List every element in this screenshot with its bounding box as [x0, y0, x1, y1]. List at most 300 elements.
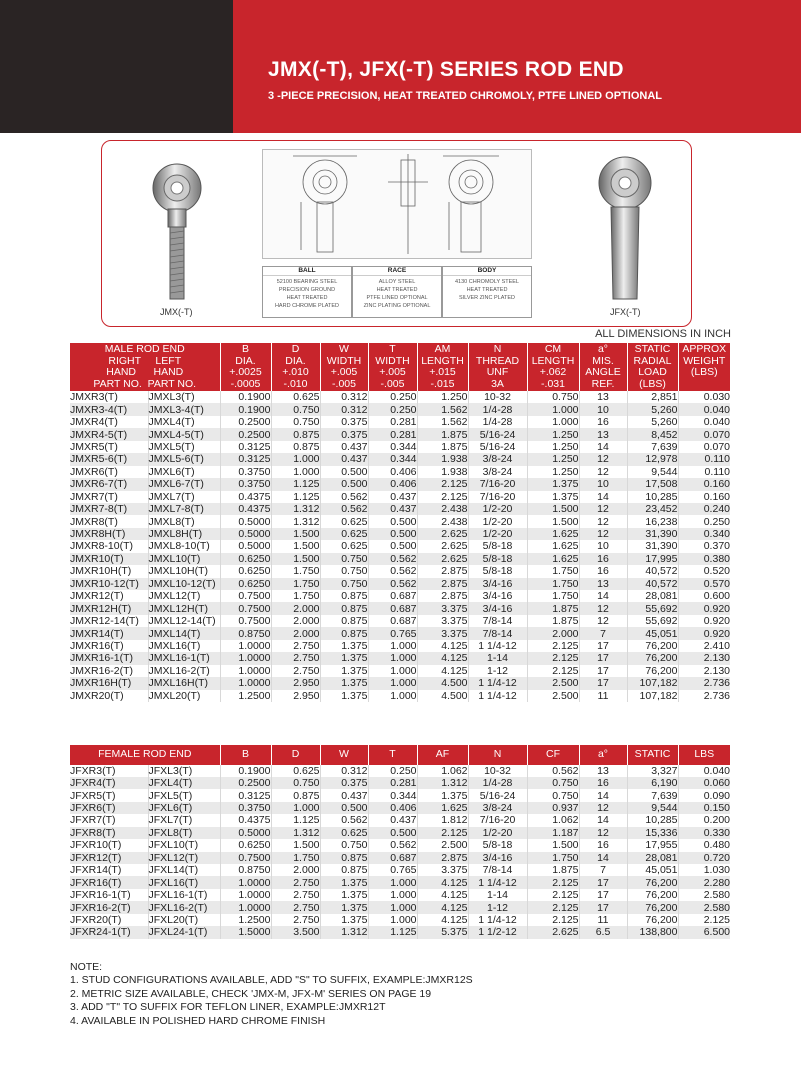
table-row: [70, 677, 730, 689]
cell-left-hand-part-no: JMXL6(T): [148, 466, 220, 478]
cell-cf-length: 1.250: [527, 453, 579, 465]
cell-mis-angle: 17: [579, 640, 627, 652]
cell-d-dia: 1.125: [271, 478, 320, 490]
cell-d-dia: 1.000: [271, 466, 320, 478]
header-line: -.005: [332, 377, 356, 390]
cell-w-width: 1.375: [320, 677, 368, 689]
cell-length: 1.312: [417, 777, 468, 789]
header-line: MALE ROD END: [104, 343, 185, 355]
cell-length: 1.562: [417, 416, 468, 428]
cell-thread: 3/8-24: [468, 466, 527, 478]
cell-cf-length: 1.375: [527, 478, 579, 490]
cell-thread: 5/8-18: [468, 565, 527, 577]
cell-mis-angle: 11: [579, 690, 627, 702]
cell-left-hand-part-no: JFXL16-2(T): [148, 901, 220, 913]
cell-right-hand-part-no: JFXR12(T): [70, 852, 148, 864]
cell-right-hand-part-no: JFXR3(T): [70, 765, 148, 777]
cell-t-width: 0.500: [368, 528, 417, 540]
cell-length: 3.375: [417, 864, 468, 876]
header-line: N: [493, 343, 502, 355]
cell-thread: 10-32: [468, 391, 527, 403]
col-header-part-no: FEMALE ROD END: [70, 745, 220, 765]
cell-weight: 0.040: [678, 765, 730, 777]
material-title: RACE: [353, 267, 441, 276]
cell-mis-angle: 14: [579, 814, 627, 826]
cell-right-hand-part-no: JMXR3-4(T): [70, 403, 148, 415]
cell-right-hand-part-no: JMXR12H(T): [70, 602, 148, 614]
header-line: -.0005: [230, 377, 261, 390]
cell-static-load: 7,639: [627, 441, 678, 453]
cell-static-load: 76,200: [627, 876, 678, 888]
cell-b-dia: 0.4375: [220, 491, 271, 503]
cell-weight: 0.330: [678, 827, 730, 839]
cell-right-hand-part-no: JFXR4(T): [70, 777, 148, 789]
cell-left-hand-part-no: JMXL4(T): [148, 416, 220, 428]
cell-w-width: 1.312: [320, 926, 368, 938]
cell-w-width: 0.875: [320, 864, 368, 876]
cell-right-hand-part-no: JFXR5(T): [70, 789, 148, 801]
cell-w-width: 0.437: [320, 453, 368, 465]
header-line: +.005: [330, 366, 358, 378]
cell-d-dia: 1.125: [271, 814, 320, 826]
cell-right-hand-part-no: JMXR12(T): [70, 590, 148, 602]
table-row: [70, 876, 730, 888]
cell-static-load: 12,978: [627, 453, 678, 465]
cell-d-dia: 0.875: [271, 789, 320, 801]
table-row: [70, 478, 730, 490]
col-header-w: W: [320, 745, 368, 765]
cell-w-width: 1.375: [320, 640, 368, 652]
cell-static-load: 76,200: [627, 652, 678, 664]
header-line: ANGLE: [585, 366, 621, 378]
cell-length: 2.875: [417, 578, 468, 590]
cell-t-width: 0.765: [368, 864, 417, 876]
table-row: [70, 789, 730, 801]
male-table-body: [70, 391, 730, 702]
page-title: JMX(-T), JFX(-T) SERIES ROD END: [268, 58, 624, 81]
cell-length: 5.375: [417, 926, 468, 938]
cell-cf-length: 1.000: [527, 403, 579, 415]
cell-static-load: 40,572: [627, 578, 678, 590]
header-line: -.005: [380, 377, 405, 390]
cell-weight: 2.410: [678, 640, 730, 652]
col-header-t: [368, 343, 417, 391]
cell-cf-length: 1.500: [527, 839, 579, 851]
header-line: WIDTH: [375, 354, 410, 367]
cell-left-hand-part-no: JMXL12(T): [148, 590, 220, 602]
table-row: [70, 453, 730, 465]
cell-static-load: 17,508: [627, 478, 678, 490]
cell-t-width: 0.281: [368, 777, 417, 789]
cell-left-hand-part-no: JMXL6-7(T): [148, 478, 220, 490]
cell-static-load: 5,260: [627, 416, 678, 428]
cell-weight: 0.110: [678, 466, 730, 478]
table-row: [70, 578, 730, 590]
cell-right-hand-part-no: JMXR5(T): [70, 441, 148, 453]
table-row: [70, 864, 730, 876]
cell-weight: 0.240: [678, 503, 730, 515]
cell-thread: 1/2-20: [468, 515, 527, 527]
cell-w-width: 0.562: [320, 503, 368, 515]
cell-static-load: 45,051: [627, 864, 678, 876]
cell-static-load: 107,182: [627, 677, 678, 689]
header-line: +.010: [282, 366, 309, 378]
table-row: [70, 491, 730, 503]
cell-thread: 1/4-28: [468, 777, 527, 789]
cell-thread: 1 1/4-12: [468, 876, 527, 888]
cell-d-dia: 1.500: [271, 553, 320, 565]
header-line: LENGTH: [531, 354, 575, 367]
header-line: APPROX: [682, 343, 727, 355]
cell-b-dia: 1.0000: [220, 889, 271, 901]
cell-thread: 7/8-14: [468, 615, 527, 627]
cell-mis-angle: 14: [579, 852, 627, 864]
cell-w-width: 0.312: [320, 765, 368, 777]
cell-weight: 0.060: [678, 777, 730, 789]
cell-static-load: 15,336: [627, 827, 678, 839]
header-line: CM: [544, 343, 562, 355]
table-row: [70, 827, 730, 839]
cell-length: 1.562: [417, 403, 468, 415]
cell-static-load: 5,260: [627, 403, 678, 415]
cell-b-dia: 0.3125: [220, 441, 271, 453]
cell-right-hand-part-no: JFXR14(T): [70, 864, 148, 876]
header-line: B: [241, 343, 249, 355]
cell-d-dia: 2.750: [271, 640, 320, 652]
col-header-d: D: [271, 745, 320, 765]
cell-right-hand-part-no: JMXR16(T): [70, 640, 148, 652]
col-header-weight: [678, 343, 730, 391]
cell-t-width: 0.406: [368, 466, 417, 478]
col-header-cm: [527, 343, 579, 391]
cell-thread: 5/8-18: [468, 553, 527, 565]
notes-section: [70, 961, 473, 1028]
cell-left-hand-part-no: JMXL10H(T): [148, 565, 220, 577]
cell-t-width: 0.562: [368, 578, 417, 590]
cell-w-width: 0.625: [320, 827, 368, 839]
cell-d-dia: 1.750: [271, 565, 320, 577]
cell-mis-angle: 12: [579, 827, 627, 839]
cell-w-width: 0.562: [320, 491, 368, 503]
cell-d-dia: 2.750: [271, 914, 320, 926]
cell-length: 4.125: [417, 876, 468, 888]
cell-static-load: 55,692: [627, 615, 678, 627]
cell-d-dia: 2.750: [271, 889, 320, 901]
cell-weight: 0.600: [678, 590, 730, 602]
cell-w-width: 0.750: [320, 553, 368, 565]
cell-b-dia: 0.1900: [220, 403, 271, 415]
cell-w-width: 1.375: [320, 914, 368, 926]
cell-right-hand-part-no: JFXR24-1(T): [70, 926, 148, 938]
cell-weight: 2.130: [678, 665, 730, 677]
cell-length: 2.875: [417, 565, 468, 577]
cell-length: 1.375: [417, 789, 468, 801]
cell-mis-angle: 6.5: [579, 926, 627, 938]
cell-t-width: 0.500: [368, 515, 417, 527]
cell-weight: 1.030: [678, 864, 730, 876]
cell-weight: 0.070: [678, 441, 730, 453]
cell-t-width: 1.000: [368, 665, 417, 677]
cell-static-load: 9,544: [627, 466, 678, 478]
header-line: WEIGHT: [683, 354, 726, 367]
cell-b-dia: 0.4375: [220, 503, 271, 515]
col-header-static: [627, 343, 678, 391]
cell-thread: 7/16-20: [468, 491, 527, 503]
cell-thread: 5/16-24: [468, 789, 527, 801]
cell-cf-length: 1.750: [527, 578, 579, 590]
cell-mis-angle: 16: [579, 553, 627, 565]
cell-d-dia: 2.750: [271, 652, 320, 664]
cell-static-load: 31,390: [627, 528, 678, 540]
cell-t-width: 0.437: [368, 491, 417, 503]
cell-thread: 1/2-20: [468, 503, 527, 515]
product-figure: [101, 140, 692, 327]
cell-right-hand-part-no: JFXR8(T): [70, 827, 148, 839]
cell-cf-length: 1.750: [527, 565, 579, 577]
cell-w-width: 1.375: [320, 665, 368, 677]
cell-b-dia: 0.2500: [220, 428, 271, 440]
cell-b-dia: 0.5000: [220, 515, 271, 527]
female-rod-end-table: [70, 745, 730, 939]
cell-cf-length: 1.250: [527, 441, 579, 453]
cell-static-load: 55,692: [627, 602, 678, 614]
cell-left-hand-part-no: JFXL20(T): [148, 914, 220, 926]
cell-cf-length: 1.375: [527, 491, 579, 503]
cell-thread: 10-32: [468, 765, 527, 777]
cell-w-width: 0.875: [320, 615, 368, 627]
cell-left-hand-part-no: JFXL24-1(T): [148, 926, 220, 938]
cell-d-dia: 1.500: [271, 540, 320, 552]
table-row: [70, 615, 730, 627]
cell-w-width: 0.750: [320, 565, 368, 577]
cell-static-load: 8,452: [627, 428, 678, 440]
header-line: +.005: [379, 366, 406, 378]
table-row: [70, 553, 730, 565]
header-line: DIA.: [285, 354, 306, 367]
cell-length: 4.125: [417, 914, 468, 926]
cell-cf-length: 0.937: [527, 802, 579, 814]
cell-cf-length: 0.750: [527, 789, 579, 801]
cell-mis-angle: 16: [579, 416, 627, 428]
cell-left-hand-part-no: JFXL5(T): [148, 789, 220, 801]
cell-weight: 0.160: [678, 478, 730, 490]
cell-t-width: 1.000: [368, 876, 417, 888]
cell-weight: 0.920: [678, 627, 730, 639]
cell-static-load: 76,200: [627, 901, 678, 913]
cell-left-hand-part-no: JFXL16-1(T): [148, 889, 220, 901]
cell-cf-length: 1.500: [527, 503, 579, 515]
cell-static-load: 23,452: [627, 503, 678, 515]
header-line: AM: [434, 343, 451, 355]
cell-cf-length: 1.062: [527, 814, 579, 826]
cell-thread: 5/8-18: [468, 540, 527, 552]
col-header-n: N: [468, 745, 527, 765]
cell-w-width: 0.875: [320, 852, 368, 864]
cell-b-dia: 0.7500: [220, 615, 271, 627]
cell-cf-length: 2.125: [527, 652, 579, 664]
cell-b-dia: 0.6250: [220, 565, 271, 577]
cell-thread: 1-12: [468, 901, 527, 913]
cell-left-hand-part-no: JMXL16-1(T): [148, 652, 220, 664]
cell-left-hand-part-no: JMXL12-14(T): [148, 615, 220, 627]
cell-b-dia: 0.6250: [220, 839, 271, 851]
cell-static-load: 45,051: [627, 627, 678, 639]
cell-b-dia: 1.0000: [220, 652, 271, 664]
cell-length: 1.812: [417, 814, 468, 826]
cell-length: 2.625: [417, 528, 468, 540]
cell-t-width: 0.500: [368, 540, 417, 552]
header-line: MIS.: [592, 354, 614, 367]
col-header-angle: a°: [579, 745, 627, 765]
cell-mis-angle: 10: [579, 540, 627, 552]
cell-t-width: 0.765: [368, 627, 417, 639]
cell-weight: 2.130: [678, 652, 730, 664]
cell-w-width: 0.625: [320, 540, 368, 552]
cell-d-dia: 1.000: [271, 453, 320, 465]
cell-right-hand-part-no: JMXR20(T): [70, 690, 148, 702]
header-line: PART NO. PART NO.: [93, 377, 197, 390]
cell-cf-length: 1.187: [527, 827, 579, 839]
cell-static-load: 10,285: [627, 491, 678, 503]
cell-length: 2.625: [417, 540, 468, 552]
cell-static-load: 16,238: [627, 515, 678, 527]
cell-mis-angle: 12: [579, 602, 627, 614]
cell-weight: 0.030: [678, 391, 730, 403]
cell-length: 4.500: [417, 690, 468, 702]
material-line: HEAT TREATED: [466, 287, 508, 293]
cell-thread: 3/4-16: [468, 578, 527, 590]
cell-t-width: 1.000: [368, 640, 417, 652]
cell-weight: 0.070: [678, 428, 730, 440]
cell-left-hand-part-no: JMXL10-12(T): [148, 578, 220, 590]
cell-length: 1.938: [417, 466, 468, 478]
cell-d-dia: 2.000: [271, 602, 320, 614]
cell-b-dia: 0.7500: [220, 852, 271, 864]
cell-length: 4.125: [417, 640, 468, 652]
cell-t-width: 0.344: [368, 789, 417, 801]
cell-mis-angle: 10: [579, 403, 627, 415]
cell-left-hand-part-no: JFXL10(T): [148, 839, 220, 851]
cell-b-dia: 1.2500: [220, 914, 271, 926]
table-row: [70, 665, 730, 677]
cell-t-width: 0.500: [368, 827, 417, 839]
cell-left-hand-part-no: JMXL4-5(T): [148, 428, 220, 440]
cell-right-hand-part-no: JFXR6(T): [70, 802, 148, 814]
cell-mis-angle: 10: [579, 478, 627, 490]
page-subtitle: 3 -PIECE PRECISION, HEAT TREATED CHROMOLY, PTFE LINED OPTIONAL: [268, 90, 662, 102]
cell-length: 1.875: [417, 441, 468, 453]
cell-left-hand-part-no: JMXL20(T): [148, 690, 220, 702]
cell-w-width: 0.375: [320, 777, 368, 789]
cell-right-hand-part-no: JMXR10H(T): [70, 565, 148, 577]
notes-heading: NOTE:: [70, 961, 103, 973]
cell-thread: 7/16-20: [468, 478, 527, 490]
cell-d-dia: 0.875: [271, 441, 320, 453]
cell-mis-angle: 17: [579, 665, 627, 677]
cell-t-width: 0.437: [368, 814, 417, 826]
header-line: (LBS): [639, 377, 666, 390]
table-row: [70, 627, 730, 639]
cell-thread: 7/16-20: [468, 814, 527, 826]
cell-mis-angle: 12: [579, 515, 627, 527]
technical-drawing: [262, 149, 532, 259]
header-line: STATIC: [634, 343, 671, 355]
cell-w-width: 0.312: [320, 403, 368, 415]
cell-static-load: 17,955: [627, 839, 678, 851]
col-header-static: STATIC: [627, 745, 678, 765]
cell-cf-length: 2.125: [527, 665, 579, 677]
cell-weight: 0.570: [678, 578, 730, 590]
cell-weight: 2.125: [678, 914, 730, 926]
material-line: 52100 BEARING STEEL: [276, 279, 338, 285]
cell-thread: 1/2-20: [468, 827, 527, 839]
header-line: +.0025: [229, 366, 262, 378]
cell-right-hand-part-no: JMXR14(T): [70, 627, 148, 639]
cell-t-width: 1.000: [368, 690, 417, 702]
cell-w-width: 1.375: [320, 876, 368, 888]
cell-mis-angle: 11: [579, 914, 627, 926]
table-row: [70, 540, 730, 552]
cell-d-dia: 1.000: [271, 802, 320, 814]
table-row: [70, 690, 730, 702]
cell-static-load: 107,182: [627, 690, 678, 702]
cell-w-width: 0.875: [320, 627, 368, 639]
cell-thread: 1-12: [468, 665, 527, 677]
col-header-b: [220, 343, 271, 391]
cell-mis-angle: 12: [579, 466, 627, 478]
cell-length: 2.875: [417, 852, 468, 864]
cell-static-load: 9,544: [627, 802, 678, 814]
cell-weight: 0.920: [678, 615, 730, 627]
cell-left-hand-part-no: JMXL12H(T): [148, 602, 220, 614]
cell-length: 2.438: [417, 515, 468, 527]
cell-thread: 1/2-20: [468, 528, 527, 540]
table-row: [70, 852, 730, 864]
header-line: REF.: [591, 377, 615, 390]
cell-b-dia: 0.6250: [220, 578, 271, 590]
dimensions-note: ALL DIMENSIONS IN INCH: [595, 328, 731, 340]
cell-t-width: 0.344: [368, 441, 417, 453]
cell-right-hand-part-no: JFXR20(T): [70, 914, 148, 926]
cell-cf-length: 2.625: [527, 926, 579, 938]
cell-w-width: 0.625: [320, 528, 368, 540]
note-item: 2. METRIC SIZE AVAILABLE, CHECK 'JMX-M, JFX-M' SERIES ON PAGE 19: [70, 987, 432, 1000]
col-header-d: [271, 343, 320, 391]
cell-weight: 0.250: [678, 515, 730, 527]
cell-cf-length: 2.500: [527, 690, 579, 702]
cell-static-load: 76,200: [627, 914, 678, 926]
cell-d-dia: 1.500: [271, 839, 320, 851]
cell-w-width: 1.375: [320, 889, 368, 901]
cell-left-hand-part-no: JFXL4(T): [148, 777, 220, 789]
cell-length: 4.500: [417, 677, 468, 689]
cell-b-dia: 0.1900: [220, 765, 271, 777]
cell-thread: 5/16-24: [468, 441, 527, 453]
cell-w-width: 1.375: [320, 652, 368, 664]
cell-right-hand-part-no: JMXR7-8(T): [70, 503, 148, 515]
cell-t-width: 0.562: [368, 565, 417, 577]
cell-w-width: 0.437: [320, 441, 368, 453]
cell-length: 2.438: [417, 503, 468, 515]
cell-b-dia: 0.8750: [220, 864, 271, 876]
note-item: 4. AVAILABLE IN POLISHED HARD CHROME FINISH: [70, 1014, 326, 1027]
cell-d-dia: 0.750: [271, 416, 320, 428]
cell-right-hand-part-no: JMXR16H(T): [70, 677, 148, 689]
cell-left-hand-part-no: JMXL8H(T): [148, 528, 220, 540]
cell-t-width: 1.000: [368, 914, 417, 926]
cell-w-width: 0.562: [320, 814, 368, 826]
cell-weight: 0.040: [678, 403, 730, 415]
